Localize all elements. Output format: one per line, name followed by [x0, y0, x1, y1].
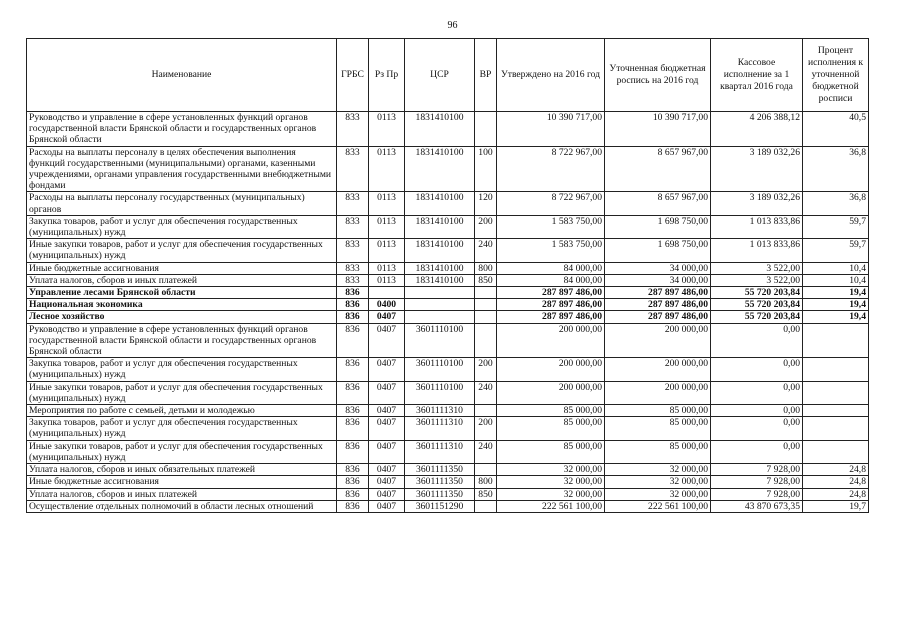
cell-name: Расходы на выплаты персоналу государственных (муниципальных) органов: [27, 192, 337, 215]
cell-vr: 850: [475, 488, 497, 500]
table-row: [27, 500, 869, 512]
cell-csr: 1831410100: [405, 146, 475, 192]
header-percent: Процент исполнения к уточненной бюджетной росписи: [803, 39, 869, 112]
table-row: [27, 464, 869, 476]
table-row: [27, 239, 869, 262]
cell-rzpr: 0407: [369, 381, 405, 404]
cell-refined: 32 000,00: [605, 464, 711, 476]
cell-grbs: 836: [337, 500, 369, 512]
cell-grbs: 833: [337, 112, 369, 147]
cell-cash: 1 013 833,86: [711, 215, 803, 238]
cell-refined: 85 000,00: [605, 417, 711, 440]
cell-approved: 32 000,00: [497, 488, 605, 500]
table-row: [27, 476, 869, 488]
cell-cash: 4 206 388,12: [711, 112, 803, 147]
table-row: [27, 488, 869, 500]
cell-percent: [803, 440, 869, 463]
cell-cash: 55 720 203,84: [711, 311, 803, 323]
cell-vr: [475, 500, 497, 512]
cell-csr: 1831410100: [405, 215, 475, 238]
cell-approved: 287 897 486,00: [497, 287, 605, 299]
cell-percent: 24,8: [803, 476, 869, 488]
cell-name: Расходы на выплаты персоналу в целях обеспечения выполнения функций государственными (муниципальными) органами, казенными учреждениями, органами управления государственными внебюджетными фондами: [27, 146, 337, 192]
cell-name: Осуществление отдельных полномочий в области лесных отношений: [27, 500, 337, 512]
cell-grbs: 833: [337, 192, 369, 215]
cell-grbs: 836: [337, 464, 369, 476]
cell-name: Руководство и управление в сфере установленных функций органов государственной власти Брянской области и государственных органов Брянской области: [27, 112, 337, 147]
cell-name: Национальная экономика: [27, 299, 337, 311]
cell-vr: [475, 311, 497, 323]
cell-refined: 10 390 717,00: [605, 112, 711, 147]
cell-percent: [803, 381, 869, 404]
cell-rzpr: 0113: [369, 192, 405, 215]
cell-refined: 32 000,00: [605, 476, 711, 488]
cell-refined: 200 000,00: [605, 381, 711, 404]
cell-grbs: 833: [337, 239, 369, 262]
cell-cash: 3 522,00: [711, 274, 803, 286]
cell-csr: 1831410100: [405, 192, 475, 215]
cell-name: Иные бюджетные ассигнования: [27, 262, 337, 274]
cell-vr: 850: [475, 274, 497, 286]
cell-vr: [475, 299, 497, 311]
cell-csr: 3601151290: [405, 500, 475, 512]
cell-rzpr: 0400: [369, 299, 405, 311]
cell-approved: 85 000,00: [497, 440, 605, 463]
cell-cash: 7 928,00: [711, 488, 803, 500]
table-body: [27, 112, 869, 513]
cell-name: Уплата налогов, сборов и иных платежей: [27, 274, 337, 286]
table-row: [27, 146, 869, 192]
cell-percent: 10,4: [803, 274, 869, 286]
cell-cash: 55 720 203,84: [711, 287, 803, 299]
cell-cash: 7 928,00: [711, 464, 803, 476]
cell-refined: 222 561 100,00: [605, 500, 711, 512]
cell-vr: 120: [475, 192, 497, 215]
cell-percent: 40,5: [803, 112, 869, 147]
cell-cash: 0,00: [711, 323, 803, 358]
cell-refined: 200 000,00: [605, 358, 711, 381]
cell-percent: 24,8: [803, 488, 869, 500]
cell-name: Иные закупки товаров, работ и услуг для обеспечения государственных (муниципальных) нужд: [27, 440, 337, 463]
cell-rzpr: 0407: [369, 488, 405, 500]
cell-cash: 0,00: [711, 405, 803, 417]
cell-percent: 19,4: [803, 311, 869, 323]
cell-vr: [475, 287, 497, 299]
cell-rzpr: 0113: [369, 146, 405, 192]
table-row: [27, 440, 869, 463]
cell-approved: 32 000,00: [497, 464, 605, 476]
cell-approved: 85 000,00: [497, 417, 605, 440]
cell-name: Лесное хозяйство: [27, 311, 337, 323]
table-row: [27, 358, 869, 381]
table-row: [27, 405, 869, 417]
cell-csr: 3601111350: [405, 476, 475, 488]
cell-percent: 36,8: [803, 192, 869, 215]
page-number: 96: [447, 20, 458, 31]
cell-grbs: 833: [337, 215, 369, 238]
cell-cash: 1 013 833,86: [711, 239, 803, 262]
header-approved: Утверждено на 2016 год: [497, 39, 605, 112]
table-row: [27, 112, 869, 147]
cell-rzpr: 0407: [369, 311, 405, 323]
cell-name: Иные бюджетные ассигнования: [27, 476, 337, 488]
cell-cash: 43 870 673,35: [711, 500, 803, 512]
cell-approved: 8 722 967,00: [497, 146, 605, 192]
cell-approved: 84 000,00: [497, 262, 605, 274]
table-row: [27, 417, 869, 440]
cell-rzpr: 0407: [369, 440, 405, 463]
cell-refined: 34 000,00: [605, 262, 711, 274]
cell-csr: 1831410100: [405, 262, 475, 274]
cell-refined: 287 897 486,00: [605, 299, 711, 311]
cell-cash: 0,00: [711, 381, 803, 404]
cell-grbs: 836: [337, 358, 369, 381]
cell-grbs: 836: [337, 405, 369, 417]
cell-approved: 200 000,00: [497, 323, 605, 358]
cell-vr: [475, 405, 497, 417]
cell-rzpr: 0113: [369, 112, 405, 147]
cell-grbs: 836: [337, 440, 369, 463]
cell-approved: 287 897 486,00: [497, 299, 605, 311]
header-refined: Уточненная бюджетная роспись на 2016 год: [605, 39, 711, 112]
cell-csr: 3601111310: [405, 440, 475, 463]
cell-approved: 84 000,00: [497, 274, 605, 286]
table-row: [27, 274, 869, 286]
cell-percent: [803, 358, 869, 381]
cell-rzpr: 0113: [369, 274, 405, 286]
cell-name: Управление лесами Брянской области: [27, 287, 337, 299]
cell-vr: 240: [475, 239, 497, 262]
cell-refined: 85 000,00: [605, 405, 711, 417]
cell-cash: 0,00: [711, 358, 803, 381]
cell-name: Закупка товаров, работ и услуг для обеспечения государственных (муниципальных) нужд: [27, 215, 337, 238]
header-row: [27, 39, 869, 112]
cell-approved: 200 000,00: [497, 381, 605, 404]
cell-cash: 3 189 032,26: [711, 146, 803, 192]
cell-approved: 1 583 750,00: [497, 239, 605, 262]
cell-rzpr: 0113: [369, 215, 405, 238]
cell-percent: [803, 323, 869, 358]
cell-name: Закупка товаров, работ и услуг для обеспечения государственных (муниципальных) нужд: [27, 417, 337, 440]
cell-cash: 0,00: [711, 440, 803, 463]
cell-refined: 287 897 486,00: [605, 311, 711, 323]
cell-percent: 36,8: [803, 146, 869, 192]
cell-csr: [405, 299, 475, 311]
cell-rzpr: 0113: [369, 262, 405, 274]
header-csr: ЦСР: [405, 39, 475, 112]
header-rzpr: Рз Пр: [369, 39, 405, 112]
cell-csr: 1831410100: [405, 274, 475, 286]
cell-csr: 3601111310: [405, 405, 475, 417]
cell-rzpr: 0113: [369, 239, 405, 262]
cell-percent: 24,8: [803, 464, 869, 476]
cell-percent: 10,4: [803, 262, 869, 274]
table-row: [27, 381, 869, 404]
cell-approved: 287 897 486,00: [497, 311, 605, 323]
cell-refined: 8 657 967,00: [605, 192, 711, 215]
cell-percent: 59,7: [803, 215, 869, 238]
cell-grbs: 836: [337, 287, 369, 299]
cell-csr: 3601110100: [405, 323, 475, 358]
cell-vr: 240: [475, 440, 497, 463]
cell-approved: 8 722 967,00: [497, 192, 605, 215]
cell-refined: 1 698 750,00: [605, 215, 711, 238]
table-row: [27, 287, 869, 299]
cell-csr: 3601110100: [405, 358, 475, 381]
cell-grbs: 836: [337, 417, 369, 440]
cell-cash: 0,00: [711, 417, 803, 440]
header-cash: Кассовое исполнение за 1 квартал 2016 года: [711, 39, 803, 112]
cell-grbs: 836: [337, 381, 369, 404]
cell-percent: 19,7: [803, 500, 869, 512]
cell-name: Иные закупки товаров, работ и услуг для обеспечения государственных (муниципальных) нужд: [27, 381, 337, 404]
cell-refined: 8 657 967,00: [605, 146, 711, 192]
budget-table: [26, 38, 869, 513]
cell-rzpr: 0407: [369, 476, 405, 488]
header-name: Наименование: [27, 39, 337, 112]
cell-vr: 200: [475, 215, 497, 238]
header-grbs: ГРБС: [337, 39, 369, 112]
cell-name: Руководство и управление в сфере установленных функций органов государственной власти Брянской области и государственных органов Брянской области: [27, 323, 337, 358]
cell-grbs: 833: [337, 274, 369, 286]
cell-vr: 800: [475, 476, 497, 488]
cell-approved: 32 000,00: [497, 476, 605, 488]
cell-csr: 3601111310: [405, 417, 475, 440]
table-row: [27, 311, 869, 323]
header-vr: ВР: [475, 39, 497, 112]
table-row: [27, 299, 869, 311]
cell-name: Мероприятия по работе с семьей, детьми и молодежью: [27, 405, 337, 417]
cell-cash: 3 189 032,26: [711, 192, 803, 215]
cell-csr: 3601111350: [405, 488, 475, 500]
cell-csr: 3601111350: [405, 464, 475, 476]
cell-percent: [803, 417, 869, 440]
cell-rzpr: 0407: [369, 405, 405, 417]
cell-percent: 59,7: [803, 239, 869, 262]
table-row: [27, 323, 869, 358]
cell-cash: 55 720 203,84: [711, 299, 803, 311]
cell-grbs: 836: [337, 311, 369, 323]
cell-csr: [405, 311, 475, 323]
cell-name: Иные закупки товаров, работ и услуг для обеспечения государственных (муниципальных) нужд: [27, 239, 337, 262]
table-row: [27, 192, 869, 215]
cell-cash: 7 928,00: [711, 476, 803, 488]
cell-grbs: 833: [337, 146, 369, 192]
cell-cash: 3 522,00: [711, 262, 803, 274]
cell-vr: 800: [475, 262, 497, 274]
cell-grbs: 836: [337, 476, 369, 488]
cell-name: Уплата налогов, сборов и иных платежей: [27, 488, 337, 500]
cell-vr: [475, 464, 497, 476]
cell-refined: 200 000,00: [605, 323, 711, 358]
cell-csr: [405, 287, 475, 299]
cell-rzpr: 0407: [369, 358, 405, 381]
cell-rzpr: 0407: [369, 323, 405, 358]
cell-percent: 19,4: [803, 287, 869, 299]
cell-approved: 222 561 100,00: [497, 500, 605, 512]
table-row: [27, 215, 869, 238]
cell-approved: 200 000,00: [497, 358, 605, 381]
cell-vr: 200: [475, 358, 497, 381]
cell-refined: 1 698 750,00: [605, 239, 711, 262]
cell-approved: 85 000,00: [497, 405, 605, 417]
cell-rzpr: 0407: [369, 500, 405, 512]
cell-vr: 200: [475, 417, 497, 440]
cell-refined: 32 000,00: [605, 488, 711, 500]
cell-vr: 240: [475, 381, 497, 404]
cell-name: Закупка товаров, работ и услуг для обеспечения государственных (муниципальных) нужд: [27, 358, 337, 381]
cell-csr: 1831410100: [405, 112, 475, 147]
cell-grbs: 833: [337, 262, 369, 274]
cell-csr: 1831410100: [405, 239, 475, 262]
cell-csr: 3601110100: [405, 381, 475, 404]
cell-refined: 34 000,00: [605, 274, 711, 286]
cell-percent: [803, 405, 869, 417]
cell-rzpr: [369, 287, 405, 299]
cell-rzpr: 0407: [369, 464, 405, 476]
cell-refined: 287 897 486,00: [605, 287, 711, 299]
cell-approved: 10 390 717,00: [497, 112, 605, 147]
cell-vr: 100: [475, 146, 497, 192]
cell-grbs: 836: [337, 488, 369, 500]
cell-percent: 19,4: [803, 299, 869, 311]
cell-approved: 1 583 750,00: [497, 215, 605, 238]
cell-grbs: 836: [337, 299, 369, 311]
table-row: [27, 262, 869, 274]
cell-rzpr: 0407: [369, 417, 405, 440]
cell-vr: [475, 112, 497, 147]
cell-vr: [475, 323, 497, 358]
cell-refined: 85 000,00: [605, 440, 711, 463]
cell-name: Уплата налогов, сборов и иных обязательных платежей: [27, 464, 337, 476]
cell-grbs: 836: [337, 323, 369, 358]
